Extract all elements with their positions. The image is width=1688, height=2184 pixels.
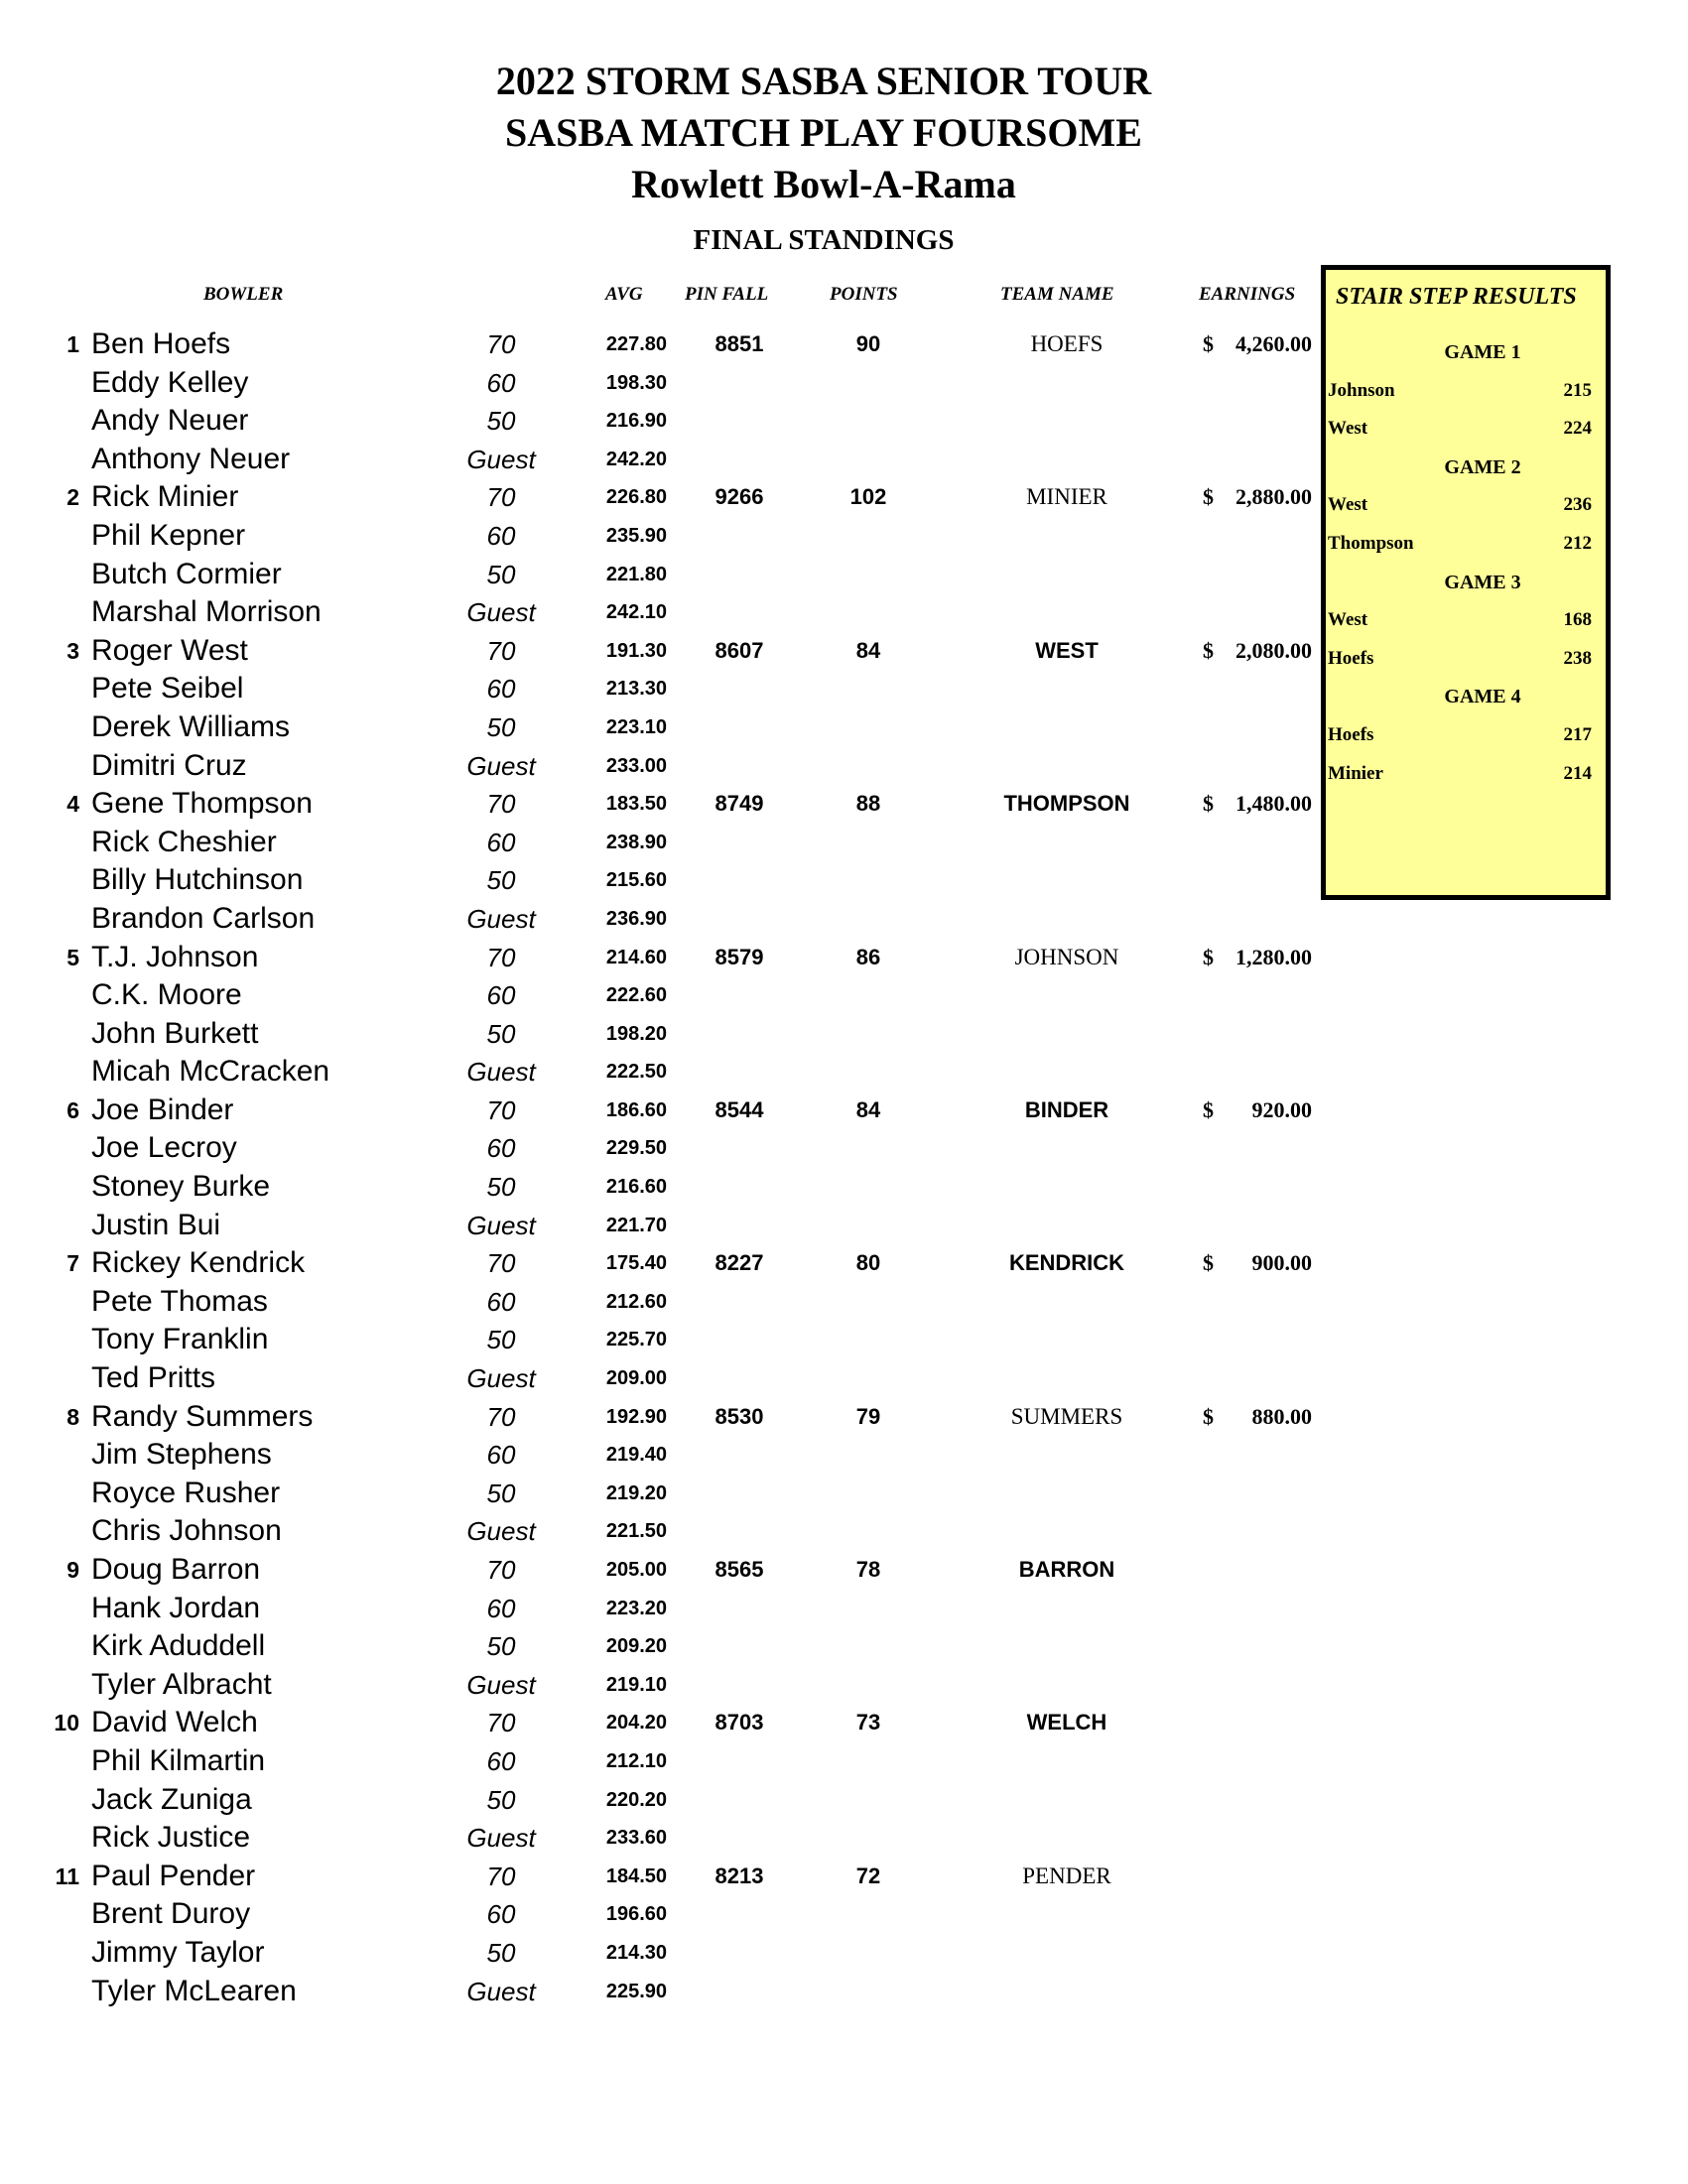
table-row (0, 670, 1320, 708)
bowler-handicap: Guest (466, 444, 536, 474)
bowler-handicap: 70 (486, 1094, 516, 1125)
bowler-handicap: 60 (486, 980, 516, 1011)
bowler-handicap: 60 (486, 1899, 516, 1930)
table-row (0, 1590, 1320, 1628)
bowler-handicap: 60 (486, 367, 516, 398)
stair-bowler-name: West (1328, 609, 1368, 631)
bowler-name: Butch Cormier (91, 557, 282, 590)
bowler-name: Phil Kilmartin (91, 1743, 266, 1777)
bowler-average: 222.50 (605, 1061, 667, 1084)
bowler-name: Roger West (91, 633, 248, 667)
bowler-name: Rick Cheshier (91, 825, 277, 858)
bowler-average: 221.80 (605, 563, 667, 585)
bowler-handicap: 50 (486, 1477, 516, 1508)
table-row (0, 478, 1320, 517)
team-pinfall: 8607 (714, 637, 764, 663)
title-line-3: Rowlett Bowl-A-Rama (631, 162, 1016, 206)
bowler-handicap: Guest (466, 750, 536, 781)
team-points: 84 (855, 1096, 881, 1122)
table-row (0, 1015, 1320, 1054)
bowler-average: 196.60 (605, 1903, 667, 1926)
bowler-handicap: Guest (466, 1976, 536, 2006)
bowler-average: 209.00 (605, 1367, 667, 1390)
title-block (0, 56, 1647, 210)
bowler-handicap: 70 (486, 1708, 516, 1738)
table-row (0, 1895, 1320, 1934)
bowler-name: Rickey Kendrick (91, 1246, 306, 1280)
team-pinfall: 8213 (714, 1863, 764, 1888)
stair-step-list (1326, 333, 1606, 793)
earnings-currency: $ (1203, 1250, 1214, 1276)
team-name: SUMMERS (1010, 1403, 1123, 1429)
table-row (0, 939, 1320, 977)
stair-result-row (1326, 525, 1606, 564)
earnings-currency: $ (1203, 944, 1214, 969)
table-row (0, 517, 1320, 556)
team-points: 86 (855, 944, 881, 969)
team-name: KENDRICK (1008, 1250, 1125, 1276)
bowler-average: 242.10 (605, 601, 667, 624)
table-row (0, 708, 1320, 747)
bowler-name: Ben Hoefs (91, 327, 231, 360)
bowler-name: Dimitri Cruz (91, 748, 247, 782)
earnings-currency: $ (1203, 1096, 1214, 1122)
stair-bowler-score: 214 (1563, 762, 1592, 784)
bowler-average: 229.50 (605, 1137, 667, 1160)
bowler-handicap: 50 (486, 1018, 516, 1049)
stair-step-results-box (1321, 265, 1611, 900)
team-earnings: 2,880.00 (1235, 484, 1312, 510)
bowler-average: 205.00 (605, 1559, 667, 1581)
stair-game-label: GAME 3 (1444, 571, 1521, 593)
bowler-name: Rick Minier (91, 480, 239, 514)
bowler-name: Anthony Neuer (91, 442, 291, 475)
bowler-average: 227.80 (605, 333, 667, 355)
table-row (0, 1858, 1320, 1896)
team-rank: 6 (66, 1096, 79, 1123)
bowler-name: Joe Binder (91, 1092, 234, 1126)
stair-bowler-score: 168 (1563, 609, 1592, 631)
stair-game-row (1326, 449, 1606, 487)
bowler-name: Royce Rusher (91, 1476, 281, 1509)
team-name: WELCH (1026, 1710, 1107, 1735)
bowler-average: 212.10 (605, 1749, 667, 1772)
bowler-average: 184.50 (605, 1864, 667, 1887)
stair-bowler-score: 236 (1563, 494, 1592, 516)
header-points: POINTS (830, 284, 898, 305)
bowler-average: 235.90 (605, 524, 667, 547)
team-points: 88 (855, 791, 881, 817)
bowler-average: 220.20 (605, 1788, 667, 1811)
bowler-name: Rick Justice (91, 1821, 251, 1855)
table-row (0, 1321, 1320, 1359)
bowler-handicap: 50 (486, 865, 516, 896)
bowler-handicap: 60 (486, 1745, 516, 1776)
bowler-name: Eddy Kelley (91, 365, 249, 399)
team-earnings: 920.00 (1251, 1096, 1312, 1122)
bowler-name: Marshal Morrison (91, 595, 322, 629)
stair-game-row (1326, 333, 1606, 372)
bowler-handicap: 70 (486, 635, 516, 666)
team-rank: 2 (66, 484, 79, 511)
team-pinfall: 8579 (714, 944, 764, 969)
table-row (0, 861, 1320, 900)
bowler-handicap: 60 (486, 1133, 516, 1164)
stair-game-label: GAME 1 (1444, 341, 1521, 363)
table-row (0, 1934, 1320, 1973)
bowler-name: Hank Jordan (91, 1591, 261, 1624)
bowler-name: Jimmy Taylor (91, 1935, 265, 1969)
header-earnings: EARNINGS (1199, 284, 1296, 305)
table-row (0, 325, 1320, 364)
bowler-handicap: 60 (486, 1593, 516, 1623)
bowler-average: 212.60 (605, 1290, 667, 1313)
bowler-handicap: 70 (486, 942, 516, 972)
bowler-average: 209.20 (605, 1635, 667, 1658)
team-pinfall: 8544 (714, 1096, 764, 1122)
bowler-average: 216.90 (605, 410, 667, 433)
table-row (0, 1244, 1320, 1283)
table-row (0, 1092, 1320, 1130)
bowler-average: 221.70 (605, 1214, 667, 1236)
team-rank: 11 (55, 1863, 79, 1889)
stair-result-row (1326, 640, 1606, 679)
bowler-handicap: 70 (486, 789, 516, 820)
team-name: HOEFS (1030, 331, 1104, 356)
header-pinfall: PIN FALL (685, 284, 769, 305)
team-name: WEST (1035, 637, 1099, 663)
earnings-currency: $ (1203, 1403, 1214, 1429)
table-row (0, 1398, 1320, 1437)
team-rank: 10 (54, 1710, 79, 1736)
team-rank: 9 (66, 1557, 79, 1583)
team-earnings: 1,480.00 (1235, 791, 1312, 817)
team-name: BARRON (1018, 1557, 1115, 1582)
stair-bowler-name: Minier (1328, 762, 1383, 784)
bowler-handicap: 50 (486, 406, 516, 437)
bowler-name: Stoney Burke (91, 1170, 271, 1204)
bowler-name: John Burkett (91, 1016, 259, 1050)
header-team: TEAM NAME (1000, 284, 1114, 305)
stair-game-label: GAME 2 (1444, 455, 1521, 478)
title-line-1: 2022 STORM SASBA SENIOR TOUR (495, 59, 1152, 103)
bowler-name: Micah McCracken (91, 1055, 330, 1089)
team-points: 73 (855, 1710, 881, 1735)
team-rank: 3 (66, 637, 79, 664)
stair-bowler-name: West (1328, 418, 1368, 440)
team-rank: 4 (66, 791, 79, 818)
stair-step-title: STAIR STEP RESULTS (1336, 284, 1577, 310)
table-row (0, 1129, 1320, 1168)
stair-bowler-score: 238 (1563, 647, 1592, 669)
bowler-average: 213.30 (605, 678, 667, 701)
bowler-average: 226.80 (605, 486, 667, 509)
bowler-average: 183.50 (605, 793, 667, 816)
bowler-average: 233.60 (605, 1827, 667, 1850)
header-bowler: BOWLER (203, 284, 284, 305)
table-row (0, 441, 1320, 479)
team-earnings: 2,080.00 (1235, 637, 1312, 663)
stair-result-row (1326, 601, 1606, 640)
table-row (0, 1283, 1320, 1322)
bowler-average: 204.20 (605, 1712, 667, 1734)
standings-table (0, 325, 1320, 2010)
bowler-name: David Welch (91, 1706, 258, 1739)
bowler-handicap: 70 (486, 1555, 516, 1585)
table-row (0, 1666, 1320, 1705)
bowler-name: Phil Kepner (91, 518, 246, 552)
bowler-handicap: 60 (486, 827, 516, 857)
table-row (0, 1704, 1320, 1742)
bowler-name: Paul Pender (91, 1859, 256, 1892)
bowler-handicap: 70 (486, 329, 516, 359)
team-rank: 8 (66, 1403, 79, 1430)
team-rank: 5 (66, 944, 79, 970)
table-row (0, 1168, 1320, 1207)
team-earnings: 880.00 (1251, 1403, 1312, 1429)
table-row (0, 402, 1320, 441)
bowler-average: 214.30 (605, 1941, 667, 1964)
bowler-average: 238.90 (605, 831, 667, 853)
bowler-handicap: 60 (486, 1440, 516, 1471)
bowler-name: Justin Bui (91, 1208, 221, 1241)
team-points: 78 (855, 1557, 881, 1582)
stair-bowler-name: West (1328, 494, 1368, 516)
bowler-handicap: 60 (486, 1286, 516, 1317)
bowler-name: Joe Lecroy (91, 1131, 237, 1165)
bowler-name: Andy Neuer (91, 404, 249, 438)
team-points: 79 (855, 1403, 881, 1429)
bowler-name: Tyler McLearen (91, 1974, 297, 2007)
bowler-average: 198.30 (605, 371, 667, 394)
team-pinfall: 8565 (714, 1557, 764, 1582)
table-row (0, 1819, 1320, 1858)
bowler-average: 223.20 (605, 1597, 667, 1619)
table-row (0, 556, 1320, 594)
team-name: THOMPSON (1003, 791, 1130, 817)
stair-game-label: GAME 4 (1444, 686, 1521, 708)
bowler-name: Ted Pritts (91, 1361, 216, 1395)
bowler-average: 219.40 (605, 1444, 667, 1467)
stair-bowler-score: 215 (1563, 379, 1592, 401)
team-earnings: 4,260.00 (1235, 331, 1312, 356)
table-row (0, 976, 1320, 1015)
team-earnings: 900.00 (1251, 1250, 1312, 1276)
bowler-handicap: 50 (486, 711, 516, 742)
bowler-handicap: Guest (466, 1669, 536, 1700)
team-name: PENDER (1022, 1863, 1111, 1888)
stair-game-row (1326, 678, 1606, 716)
header-avg: AVG (605, 284, 643, 305)
table-row (0, 1742, 1320, 1781)
bowler-average: 222.60 (605, 984, 667, 1007)
team-pinfall: 8227 (714, 1250, 764, 1276)
stair-bowler-score: 212 (1563, 532, 1592, 554)
earnings-currency: $ (1203, 637, 1214, 663)
bowler-average: 223.10 (605, 715, 667, 738)
bowler-name: Pete Thomas (91, 1284, 268, 1318)
table-row (0, 364, 1320, 403)
bowler-name: Kirk Aduddell (91, 1629, 266, 1663)
stair-bowler-score: 217 (1563, 723, 1592, 745)
table-row (0, 1207, 1320, 1245)
stair-result-row (1326, 716, 1606, 755)
bowler-handicap: Guest (466, 1363, 536, 1394)
team-pinfall: 8530 (714, 1403, 764, 1429)
bowler-average: 225.90 (605, 1980, 667, 2002)
earnings-currency: $ (1203, 331, 1214, 356)
bowler-name: Tony Franklin (91, 1323, 269, 1356)
bowler-average: 225.70 (605, 1329, 667, 1351)
bowler-name: Jack Zuniga (91, 1782, 252, 1816)
table-row (0, 1627, 1320, 1666)
table-row (0, 632, 1320, 671)
stair-result-row (1326, 486, 1606, 525)
bowler-handicap: 60 (486, 520, 516, 551)
stair-game-row (1326, 564, 1606, 602)
bowler-handicap: Guest (466, 1516, 536, 1547)
bowler-name: T.J. Johnson (91, 940, 259, 973)
bowler-handicap: 50 (486, 1325, 516, 1355)
earnings-currency: $ (1203, 484, 1214, 510)
bowler-handicap: 50 (486, 1172, 516, 1203)
bowler-handicap: 70 (486, 1401, 516, 1432)
bowler-name: Jim Stephens (91, 1438, 272, 1472)
table-row (0, 900, 1320, 939)
bowler-handicap: 60 (486, 674, 516, 705)
table-row (0, 1436, 1320, 1475)
table-row (0, 1053, 1320, 1092)
bowler-handicap: Guest (466, 1210, 536, 1240)
bowler-average: 191.30 (605, 639, 667, 662)
bowler-average: 214.60 (605, 946, 667, 968)
bowler-name: Brent Duroy (91, 1897, 251, 1931)
bowler-name: Gene Thompson (91, 787, 313, 821)
team-name: MINIER (1026, 484, 1107, 510)
table-row (0, 824, 1320, 862)
table-row (0, 593, 1320, 632)
team-earnings: 1,280.00 (1235, 944, 1312, 969)
stair-result-row (1326, 410, 1606, 449)
table-row (0, 1512, 1320, 1551)
bowler-average: 186.60 (605, 1098, 667, 1121)
team-name: BINDER (1024, 1096, 1109, 1122)
table-row (0, 1475, 1320, 1513)
bowler-average: 219.10 (605, 1673, 667, 1696)
team-points: 84 (855, 637, 881, 663)
team-points: 80 (855, 1250, 881, 1276)
earnings-currency: $ (1203, 791, 1214, 817)
table-row (0, 1359, 1320, 1398)
bowler-average: 219.20 (605, 1481, 667, 1504)
bowler-handicap: Guest (466, 597, 536, 628)
team-points: 90 (855, 331, 881, 356)
bowler-average: 221.50 (605, 1520, 667, 1543)
bowler-name: Tyler Albracht (91, 1667, 272, 1701)
table-row (0, 747, 1320, 786)
team-points: 102 (849, 484, 887, 510)
table-row (0, 1973, 1320, 2011)
bowler-name: Randy Summers (91, 1399, 314, 1433)
bowler-name: C.K. Moore (91, 978, 242, 1012)
bowler-handicap: 70 (486, 482, 516, 513)
team-name: JOHNSON (1014, 944, 1119, 969)
team-rank: 7 (66, 1250, 79, 1277)
bowler-average: 198.20 (605, 1022, 667, 1045)
team-points: 72 (855, 1863, 881, 1888)
bowler-average: 216.60 (605, 1176, 667, 1199)
stair-result-row (1326, 372, 1606, 411)
stair-bowler-name: Hoefs (1328, 647, 1374, 669)
bowler-average: 233.00 (605, 754, 667, 777)
bowler-name: Pete Seibel (91, 672, 244, 706)
bowler-handicap: Guest (466, 903, 536, 934)
team-rank: 1 (66, 331, 79, 357)
bowler-handicap: 50 (486, 1937, 516, 1968)
table-row (0, 1551, 1320, 1590)
team-pinfall: 9266 (714, 484, 764, 510)
stair-result-row (1326, 755, 1606, 794)
bowler-name: Chris Johnson (91, 1514, 282, 1548)
bowler-average: 175.40 (605, 1252, 667, 1275)
bowler-handicap: 50 (486, 559, 516, 589)
bowler-name: Brandon Carlson (91, 901, 316, 935)
bowler-handicap: Guest (466, 1057, 536, 1088)
stair-bowler-name: Hoefs (1328, 723, 1374, 745)
bowler-name: Doug Barron (91, 1553, 261, 1586)
bowler-handicap: 50 (486, 1784, 516, 1815)
stair-bowler-name: Johnson (1328, 379, 1395, 401)
title-line-2: SASBA MATCH PLAY FOURSOME (505, 110, 1142, 155)
stair-bowler-score: 224 (1563, 418, 1592, 440)
bowler-handicap: 70 (486, 1248, 516, 1279)
bowler-handicap: 50 (486, 1631, 516, 1662)
bowler-handicap: 70 (486, 1861, 516, 1891)
stair-bowler-name: Thompson (1328, 532, 1414, 554)
team-pinfall: 8703 (714, 1710, 764, 1735)
subtitle: FINAL STANDINGS (693, 224, 955, 256)
bowler-average: 215.60 (605, 869, 667, 892)
team-pinfall: 8749 (714, 791, 764, 817)
table-row (0, 1781, 1320, 1820)
team-pinfall: 8851 (714, 331, 764, 356)
bowler-name: Billy Hutchinson (91, 863, 304, 897)
bowler-name: Derek Williams (91, 709, 291, 743)
bowler-average: 236.90 (605, 907, 667, 930)
bowler-handicap: Guest (466, 1823, 536, 1854)
bowler-average: 192.90 (605, 1405, 667, 1428)
bowler-average: 242.20 (605, 448, 667, 470)
table-row (0, 785, 1320, 824)
